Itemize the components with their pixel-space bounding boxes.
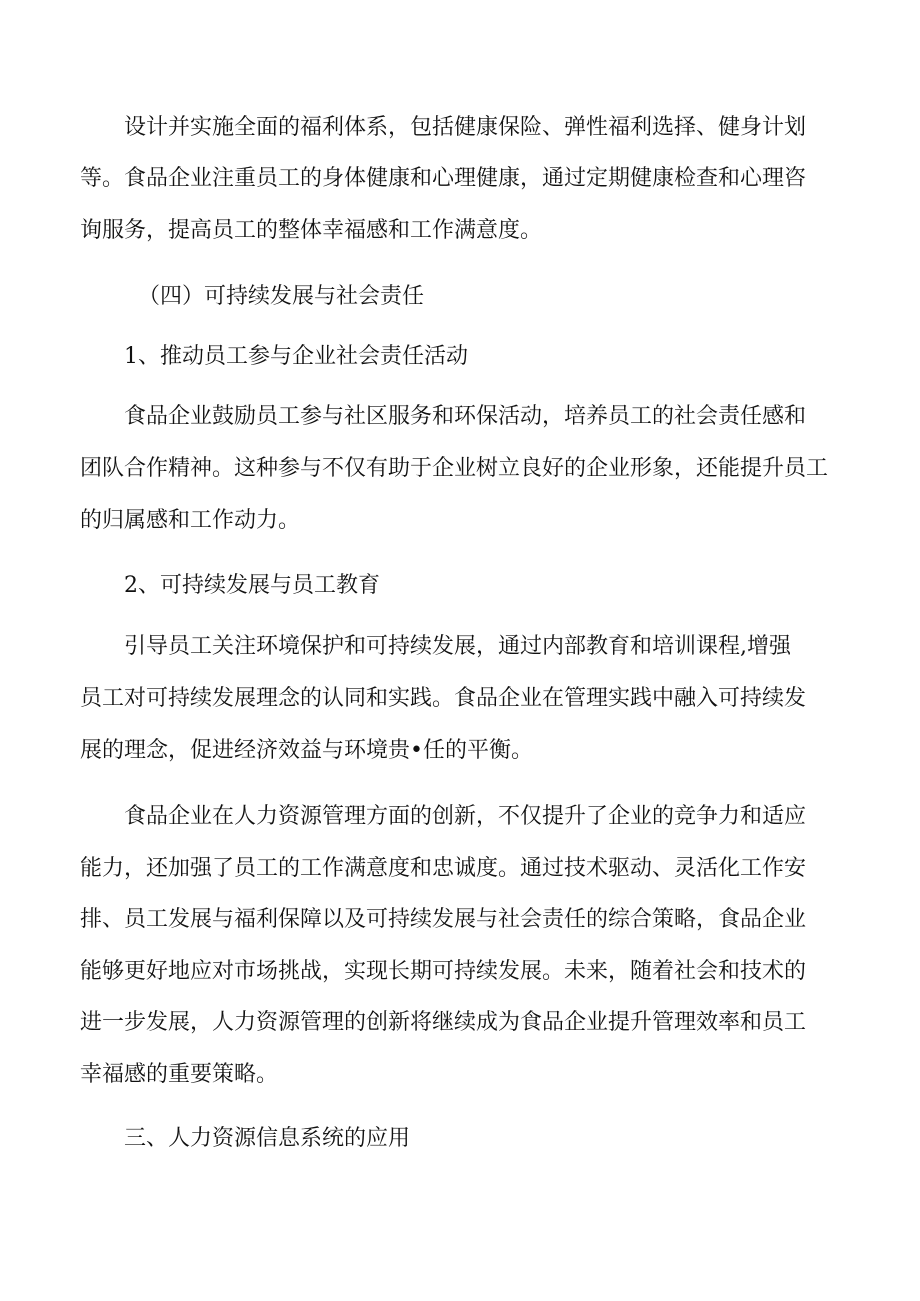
paragraph-line: 引导员工关注环境保护和可持续发展，通过内部教育和培训课程,增强 xyxy=(124,634,791,659)
paragraph-line: 的归属感和工作动力。 xyxy=(80,508,301,533)
paragraph-line: 询服务，提高员工的整体幸福感和工作满意度。 xyxy=(80,218,543,243)
paragraph-line: 幸福感的重要策略。 xyxy=(80,1062,279,1087)
paragraph-line: 等。食品企业注重员工的身体健康和心理健康，通过定期健康检查和心理咨 xyxy=(80,166,807,191)
item-heading: 2、可持续发展与员工教育 xyxy=(124,573,380,598)
paragraph-line: 能力，还加强了员工的工作满意度和忠诚度。通过技术驱动、灵活化工作安 xyxy=(80,856,807,881)
paragraph-line: 团队合作精神。这种参与不仅有助于企业树立良好的企业形象，还能提升员工 xyxy=(80,456,829,481)
paragraph-line: 食品企业鼓励员工参与社区服务和环保活动，培养员工的社会责任感和 xyxy=(124,404,807,429)
paragraph-line: 食品企业在人力资源管理方面的创新，不仅提升了企业的竞争力和适应 xyxy=(124,804,807,829)
paragraph-line: 员工对可持续发展理念的认同和实践。食品企业在管理实践中融入可持续发 xyxy=(80,686,807,711)
paragraph-line: 排、员工发展与福利保障以及可持续发展与社会责任的综合策略，食品企业 xyxy=(80,907,807,932)
paragraph-line: 展的理念，促进经济效益与环境贵•任的平衡。 xyxy=(80,738,533,763)
paragraph-line: 能够更好地应对市场挑战，实现长期可持续发展。未来，随着社会和技术的 xyxy=(80,959,807,984)
subsection-heading: （四）可持续发展与社会责任 xyxy=(138,284,425,309)
section-heading: 三、人力资源信息系统的应用 xyxy=(124,1126,411,1151)
paragraph-line: 设计并实施全面的福利体系，包括健康保险、弹性福利选择、健身计划 xyxy=(124,115,807,140)
paragraph-line: 进一步发展，人力资源管理的创新将继续成为食品企业提升管理效率和员工 xyxy=(80,1010,807,1035)
item-heading: 1、推动员工参与企业社会责任活动 xyxy=(124,344,468,369)
